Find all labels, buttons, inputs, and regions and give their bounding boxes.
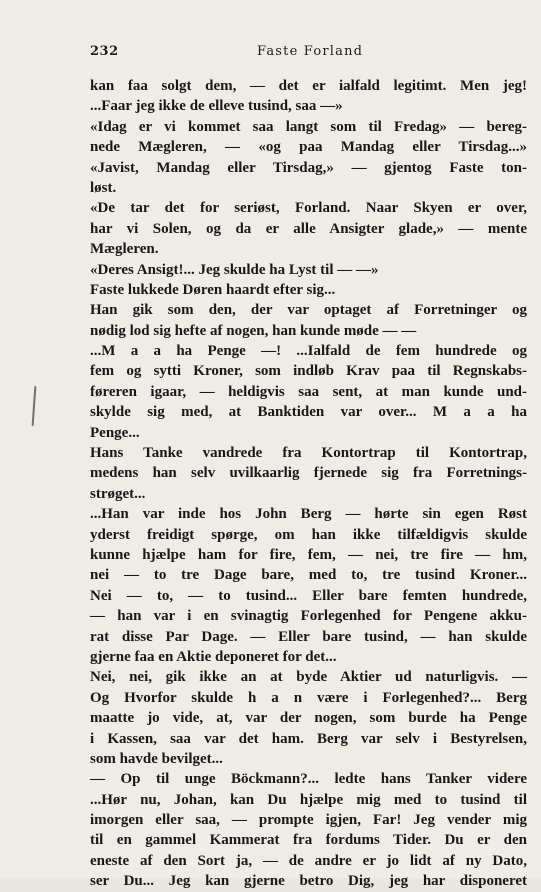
text-line: føreren igaar, — heldigvis saa sent, at man kunde und- — [90, 383, 527, 400]
text-line: medens han selv uvilkaarlig fjernede sig fra Forretnings- — [90, 465, 527, 482]
text-line: «Deres Ansigt!... Jeg skulde ha Lyst til — —» — [90, 261, 379, 278]
text-line: nei — to tre Dage bare, med to, tre tusind Kroner... — [90, 567, 527, 584]
running-title: Faste Forland — [257, 44, 364, 59]
text-line: til en gammel Kammerat fra fordums Tider. Du er den — [90, 832, 527, 849]
text-line: i Kassen, saa var det ham. Berg var selv i Bestyrelsen, — [90, 730, 527, 747]
text-line: Han gik som den, der var optaget af Forretninger og — [90, 302, 527, 319]
text-line: Og Hvorfor skulde h a n være i Forlegenhed?... Berg — [90, 689, 527, 706]
text-line: nødig lod sig hefte af nogen, han kunde møde — — — [90, 322, 417, 339]
text-line: ...Faar jeg ikke de elleve tusind, saa —» — [90, 98, 343, 115]
text-line: rat disse Par Dage. — Eller bare tusind, — han skulde — [90, 628, 527, 645]
text-line: ...Han var inde hos John Berg — hørte sin egen Røst — [90, 506, 527, 523]
text-line: ser Du... Jeg kan gjerne betro Dig, jeg har disponeret — [90, 873, 527, 890]
text-line: «Idag er vi kommet saa langt som til Fredag» — bereg- — [90, 118, 527, 135]
text-line: «Javist, Mandag eller Tirsdag,» — gjentog Faste ton- — [90, 159, 527, 176]
page-header — [90, 44, 527, 64]
text-line: ...Hør nu, Johan, kan Du hjælpe mig med to tusind til — [90, 791, 527, 808]
page-number: 232 — [90, 44, 119, 59]
text-line: — Op til unge Böckmann?... ledte hans Tanker videre — [90, 771, 527, 788]
text-line: imorgen eller saa, — prompte igjen, Far! Jeg vender mig — [90, 812, 527, 829]
text-line: Hans Tanke vandrede fra Kontortrap til Kontortrap, — [90, 445, 527, 462]
text-line: «De tar det for seriøst, Forland. Naar Skyen er over, — [90, 200, 527, 217]
text-line: Mægleren. — [90, 241, 159, 258]
text-line: strøget... — [90, 485, 146, 502]
text-line: eneste af den Sort ja, — de andre er jo lidt af ny Dato, — [90, 852, 527, 869]
text-line: — han var i en svinagtig Forlegenhed for Pengene akku- — [90, 608, 527, 625]
text-line: maatte jo vide, at, var der nogen, som burde ha Penge — [90, 710, 527, 727]
text-line: ...M a a ha Penge —! ...Ialfald de fem hundrede og — [90, 343, 527, 360]
text-line: yderst freidigt spørge, om han ikke tilfældigvis skulde — [90, 526, 527, 543]
text-line: fem og sytti Kroner, som indløb Krav paa til Regnskabs- — [90, 363, 527, 380]
text-line: kunne hjælpe ham for fire, fem, — nei, tre fire — hm, — [90, 546, 527, 563]
text-line: skylde sig med, at Banktiden var over... M a a ha — [90, 404, 527, 421]
text-line: Nei — to, — to tusind... Eller bare femten hundrede, — [90, 587, 527, 604]
margin-pencil-mark — [32, 386, 37, 426]
text-line: som havde bevilget... — [90, 750, 223, 767]
text-line: løst. — [90, 179, 117, 196]
text-line: Nei, nei, gik ikke an at byde Aktier ud naturligvis. — — [90, 669, 527, 686]
body-text — [90, 76, 527, 892]
text-line: gjerne faa en Aktie deponeret for det... — [90, 648, 337, 665]
text-line: Faste lukkede Døren haardt efter sig... — [90, 281, 336, 298]
text-line: har vi Solen, og da er alle Ansigter glade,» — mente — [90, 220, 527, 237]
text-line: kan faa solgt dem, — det er ialfald legitimt. Men jeg! — [90, 78, 527, 94]
text-line: nede Mægleren, — «og paa Mandag eller Tirsdag...» — [90, 139, 527, 156]
text-line: Penge... — [90, 424, 140, 441]
